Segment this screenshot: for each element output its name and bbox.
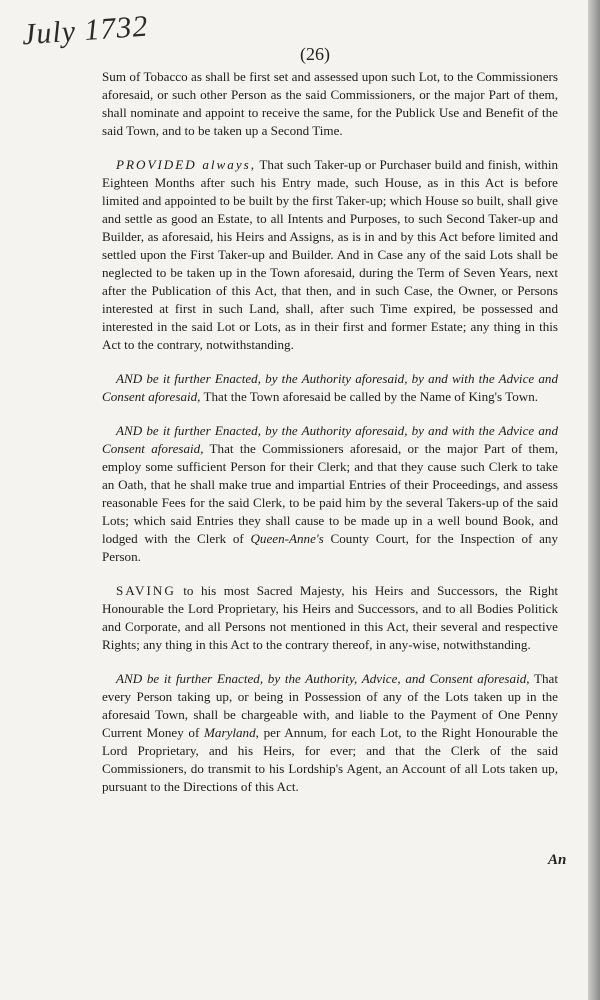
paragraph-rent: [102, 670, 558, 796]
enacting-clause: AND be it further Enacted, by the Authority, Advice, and Consent aforesaid,: [116, 671, 530, 686]
saving-heading: SAVING: [116, 583, 176, 598]
place-name: Maryland: [204, 725, 256, 740]
handwritten-date-note: July 1732: [20, 9, 150, 52]
paragraph-town-name: [102, 370, 558, 406]
page-number: (26): [300, 44, 330, 64]
rent-text-end: , per Annum, for each Lot, to the Right Honourable the Lord Proprietary, and his Heirs, for ever; and that the Clerk of the said Commissioners, do transmit to his Lordship's Agent, an Account of all Lots taken up, pursuant to the Directions of this Act.: [102, 725, 558, 794]
rent-text: That every Person taking up, or being in Possession of any of the Lots taken up in the aforesaid Town, shall be chargeable with, and liable to the Payment of One Penny Current Money of: [102, 671, 558, 740]
saving-text: to his most Sacred Majesty, his Heirs and Successors, the Right Honourable the Lord Proprietary, his Heirs and Successors, and to all Bodies Politick and Corporate, and all Persons not mentioned in this Act, their several and respective Rights; any thing in this Act to the contrary thereof, in any-wise, notwithstanding.: [102, 583, 558, 652]
enacting-clause: AND be it further Enacted, by the Authority aforesaid, by and with the Advice and Consent aforesaid,: [102, 423, 558, 456]
proviso-text: That such Taker-up or Purchaser build and finish, within Eighteen Months after such his Entry made, such House, as in this Act is before limited and appointed to be built by the first Taker-up; which House so built, shall give and settle as good an Estate, to all Intents and Purposes, to such Second Taker-up and Builder, as aforesaid, his Heirs and Assigns, as is in and by this Act before limited and settled upon the First Taker-up and Builder. And in Case any of the said Lots shall be neglected to be taken up in the Town aforesaid, during the Term of Seven Years, next after the Publication of this Act, that then, and in such Case, the Owner, or Persons interested at first in such Land, shall, after such Time expired, be possessed and interested in the said Lot or Lots, as in their first and former Estate; any thing in this Act to the contrary, notwithstanding.: [102, 157, 558, 352]
paragraph-continuation: Sum of Tobacco as shall be first set and assessed upon such Lot, to the Commissioners aforesaid, or such other Person as the said Commissioners, or the major Part of them, shall nominate and appoint to receive the same, for the Publick Use and Benefit of the said Town, and to be taken up a Second Time.: [102, 69, 558, 138]
paragraph-clerk: [102, 422, 558, 566]
enacting-clause: AND be it further Enacted, by the Authority aforesaid, by and with the Advice and Consent aforesaid,: [102, 371, 558, 404]
county-name: Queen-Anne's: [250, 531, 324, 546]
book-spine-edge: [588, 0, 600, 1000]
catchword: An: [548, 852, 567, 868]
paragraph-saving: [102, 582, 558, 654]
clerk-text: That the Commissioners aforesaid, or the major Part of them, employ some sufficient Person for their Clerk; and that they cause such Clerk to take an Oath, that he shall make true and impartial Entries of their Proceedings, and assess reasonable Fees for the said Clerk, to be paid him by the several Takers-up of the said Lots; which said Entries they shall cause to be made up in a well bound Book, and lodged with the Clerk of: [102, 441, 558, 546]
proviso-heading: PROVIDED always,: [116, 157, 257, 172]
text-body: [102, 68, 558, 796]
paragraph-proviso: [102, 156, 558, 354]
town-name-text: That the Town aforesaid be called by the Name of King's Town.: [200, 389, 539, 404]
clerk-text-end: County Court, for the Inspection of any Person.: [102, 531, 558, 564]
